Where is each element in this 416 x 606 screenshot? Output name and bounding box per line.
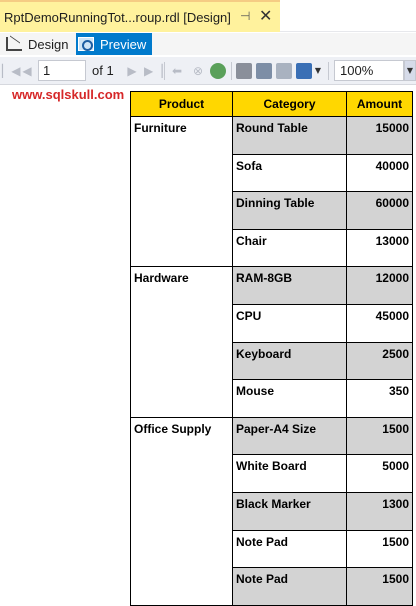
page-setup-icon[interactable] [276, 63, 292, 79]
toolbar-separator [328, 62, 329, 80]
stop-icon[interactable]: ⊗ [192, 64, 204, 78]
tab-design-label: Design [28, 36, 69, 52]
tab-preview[interactable] [76, 33, 152, 55]
cell-category: RAM-8GB [233, 267, 347, 305]
cell-category: Chair [233, 229, 347, 267]
refresh-icon[interactable] [210, 63, 226, 79]
report-body [131, 117, 413, 606]
cell-amount: 1300 [347, 492, 413, 530]
cell-category: Dinning Table [233, 192, 347, 230]
print-layout-icon[interactable] [256, 63, 272, 79]
document-tab[interactable] [0, 0, 280, 32]
page-number-input[interactable]: 1 [38, 60, 86, 81]
toolbar-separator [231, 62, 232, 80]
cell-amount: 40000 [347, 154, 413, 192]
cell-category: Sofa [233, 154, 347, 192]
print-icon[interactable] [236, 63, 252, 79]
cell-amount: 15000 [347, 117, 413, 155]
cell-category: Black Marker [233, 492, 347, 530]
cell-amount: 2500 [347, 342, 413, 380]
page-count-label: of 1 [92, 63, 114, 78]
export-dropdown-icon[interactable]: ▼ [314, 66, 322, 75]
cell-category: Note Pad [233, 568, 347, 606]
cell-product: Office Supply [131, 417, 233, 605]
cell-amount: 45000 [347, 304, 413, 342]
document-tabstrip [0, 0, 416, 32]
cell-product: Furniture [131, 117, 233, 267]
document-tab-title: RptDemoRunningTot...roup.rdl [Design] [4, 9, 231, 25]
export-icon[interactable] [296, 63, 312, 79]
header-amount: Amount [347, 92, 413, 117]
cell-amount: 1500 [347, 417, 413, 455]
previous-page-icon[interactable]: ◀ [22, 64, 32, 78]
cell-amount: 1500 [347, 530, 413, 568]
tab-design[interactable] [4, 33, 74, 55]
watermark-text: www.sqlskull.com [12, 87, 125, 102]
cell-category: White Board [233, 455, 347, 493]
table-row [131, 417, 413, 455]
cell-amount: 350 [347, 380, 413, 418]
cell-product: Hardware [131, 267, 233, 417]
table-row [131, 267, 413, 305]
cell-category: Note Pad [233, 530, 347, 568]
design-icon [6, 37, 22, 51]
next-page-icon[interactable]: ▶ [127, 64, 137, 78]
chevron-down-icon[interactable]: ▼ [404, 60, 416, 81]
preview-icon [78, 37, 94, 51]
report-table [130, 91, 413, 606]
cell-category: Mouse [233, 380, 347, 418]
view-tabs [0, 33, 416, 55]
toolbar-separator [164, 62, 165, 80]
report-header-row [131, 92, 413, 117]
cell-amount: 12000 [347, 267, 413, 305]
tab-preview-label: Preview [100, 36, 147, 52]
back-icon[interactable]: ⬅ [171, 64, 183, 78]
report-toolbar [0, 57, 416, 85]
close-icon[interactable]: ✕ [259, 6, 273, 25]
header-product: Product [131, 92, 233, 117]
table-row [131, 117, 413, 155]
pin-icon[interactable]: ⊣ [240, 9, 251, 23]
cell-category: CPU [233, 304, 347, 342]
last-page-icon[interactable]: ▶▕ [144, 64, 163, 78]
cell-amount: 60000 [347, 192, 413, 230]
cell-category: Paper-A4 Size [233, 417, 347, 455]
cell-category: Keyboard [233, 342, 347, 380]
cell-category: Round Table [233, 117, 347, 155]
cell-amount: 5000 [347, 455, 413, 493]
first-page-icon[interactable]: ▏◀ [2, 64, 21, 78]
zoom-select[interactable]: 100% [334, 60, 404, 81]
cell-amount: 1500 [347, 568, 413, 606]
header-category: Category [233, 92, 347, 117]
cell-amount: 13000 [347, 229, 413, 267]
